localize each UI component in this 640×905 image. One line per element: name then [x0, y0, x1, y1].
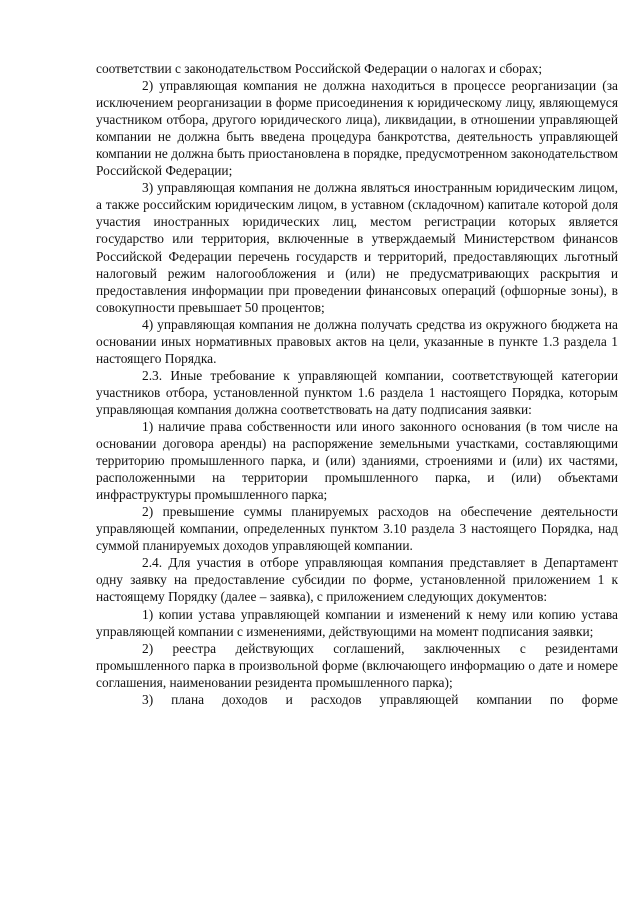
paragraph-2-3-item-2: 2) превышение суммы планируемых расходов на обеспечение деятельности управляющей компании, определенных пунктом 3.10 раздела 3 настоящего Порядка, над суммой планируемых доходов управляющей компании.	[96, 504, 618, 554]
paragraph-2-4-item-1: 1) копии устава управляющей компании и изменений к нему или копию устава управляющей компании с изменениями, действующими на момент подписания заявки;	[96, 606, 618, 639]
paragraph-2-4-item-2: 2) реестра действующих соглашений, заключенных с резидентами промышленного парка в произвольной форме (включающего информацию о дате и номере соглашения, наименовании резидента промышленного парка);	[96, 640, 618, 690]
paragraph-continuation: соответствии с законодательством Российской Федерации о налогах и сборах;	[96, 61, 543, 76]
paragraph-2-4-item-3: 3) плана доходов и расходов управляющей компании по форме	[142, 691, 618, 707]
paragraph-requirement-4: 4) управляющая компания не должна получать средства из окружного бюджета на основании иных нормативных правовых актов на цели, указанные в пункте 1.3 раздела 1 настоящего Порядка.	[96, 316, 618, 366]
paragraph-requirement-3: 3) управляющая компания не должна являться иностранным юридическим лицом, а также российским юридическим лицом, в уставном (складочном) капитале которой доля участия иностранных юридических лиц, местом регистрации которых является государство или территория, включенные в утверждаемый Министерством финансов Российской Федерации перечень государств и территорий, предоставляющих льготный налоговый режим налогообложения и (или) не предусматривающих раскрытия и предоставления информации при проведении финансовых операций (офшорные зоны), в совокупности превышает 50 процентов;	[96, 180, 618, 315]
paragraph-2-3-item-1: 1) наличие права собственности или иного законного основания (в том числе на основании договора аренды) на распоряжение земельными участками, составляющими территорию промышленного парка, и (или) зданиями, строениями и (или) их частями, расположенными на территории промышленного парка, и (или) объектами инфраструктуры промышленного парка;	[96, 418, 618, 503]
paragraph-section-2-3: 2.3. Иные требование к управляющей компании, соответствующей категории участников отбора, установленной пунктом 1.6 раздела 1 настоящего Порядка, которым управляющая компания должна соответствовать на дату подписания заявки:	[96, 367, 618, 417]
paragraph-section-2-4: 2.4. Для участия в отборе управляющая компания представляет в Департамент одну заявку на предоставление субсидии по форме, установленной приложением 1 к настоящему Порядку (далее – заявка), с приложением следующих документов:	[96, 555, 618, 605]
paragraph-requirement-2: 2) управляющая компания не должна находиться в процессе реорганизации (за исключением реорганизации в форме присоединения к юридическому лицу, являющемуся участником отбора, другого юридического лица), ликвидации, в отношении управляющей компании не должна быть введена процедура банкротства, деятельность управляющей компании не должна быть приостановлена в порядке, предусмотренном законодательством Российской Федерации;	[96, 78, 618, 179]
document-page	[96, 60, 618, 708]
